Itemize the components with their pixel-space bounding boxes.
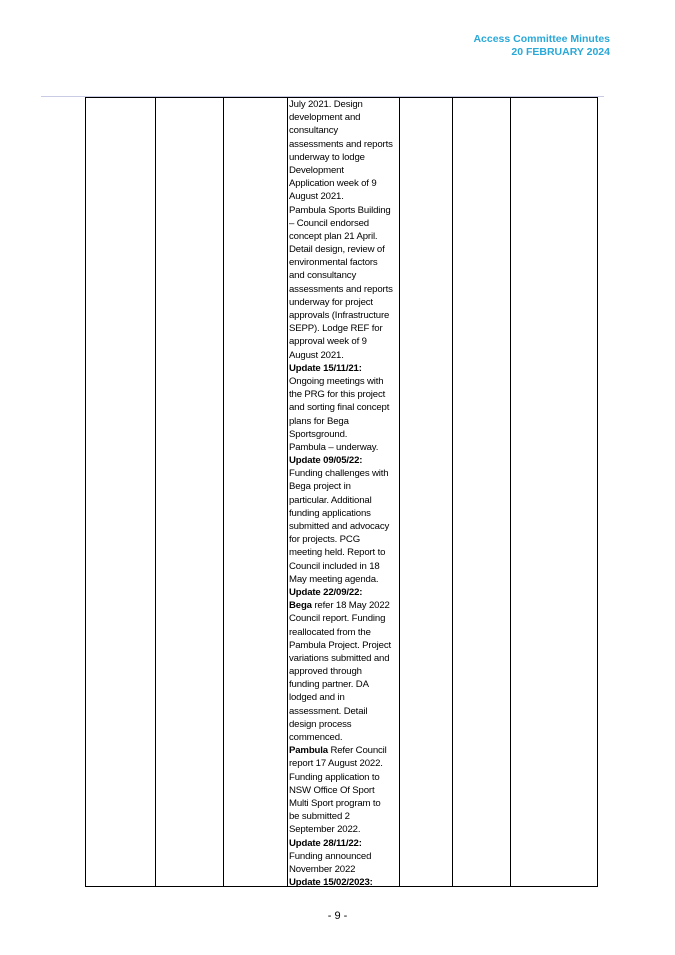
cell-text-line: be submitted 2	[289, 811, 350, 823]
cell-text-line: funding applications	[289, 507, 371, 519]
cell-text-line: Development	[289, 164, 344, 176]
cell-text-line: Funding announced	[289, 850, 372, 862]
cell-text-line: Application week of 9	[289, 178, 377, 190]
cell-text-line: approved through	[289, 666, 362, 678]
cell-text-line: NSW Office Of Sport	[289, 784, 375, 796]
cell-text-line: and consultancy	[289, 270, 357, 282]
cell-text-line: Update 22/09/22:	[289, 586, 363, 598]
cell-text-line: underway for project	[289, 296, 373, 308]
cell-text-line: report 17 August 2022.	[289, 758, 383, 770]
cell-text-line: concept plan 21 April.	[289, 230, 378, 242]
cell-text-line: plans for Bega	[289, 415, 349, 427]
cell-text-line: Funding application to	[289, 771, 380, 783]
table-cell-status-update	[289, 98, 400, 889]
table-column-divider	[155, 98, 156, 886]
cell-text-segment: refer 18 May 2022	[311, 600, 390, 612]
cell-text-line: Update 09/05/22:	[289, 455, 363, 467]
cell-text-segment: Pambula	[289, 745, 328, 757]
cell-text-line: Update 28/11/22:	[289, 837, 362, 849]
cell-text-line: – Council endorsed	[289, 217, 369, 229]
cell-text-line: Pambula Sports Building	[289, 204, 391, 216]
cell-text-line: assessments and reports	[289, 138, 393, 150]
cell-text-line	[289, 599, 400, 612]
cell-text-line: May meeting agenda.	[289, 573, 379, 585]
cell-text-line: design process	[289, 718, 352, 730]
document-header	[473, 33, 610, 59]
cell-text-line: Bega project in	[289, 481, 351, 493]
cell-text-line: variations submitted and	[289, 652, 390, 664]
cell-text-line: August 2021.	[289, 349, 344, 361]
cell-text-line: meeting held. Report to	[289, 547, 386, 559]
cell-text-line: Sportsground.	[289, 428, 348, 440]
cell-text-line: SEPP). Lodge REF for	[289, 323, 383, 335]
cell-text-line: Ongoing meetings with	[289, 375, 384, 387]
cell-text-line: August 2021.	[289, 191, 344, 203]
table-column-divider	[452, 98, 453, 886]
cell-text-segment: Bega	[289, 600, 312, 612]
cell-text-line: Detail design, review of	[289, 244, 385, 256]
cell-text-line: and sorting final concept	[289, 402, 390, 414]
cell-text-line: reallocated from the	[289, 626, 371, 638]
cell-text-line: Funding challenges with	[289, 468, 389, 480]
page-number: - 9 -	[327, 910, 348, 922]
cell-text-line: November 2022	[289, 863, 356, 875]
cell-text-line: for projects. PCG	[289, 534, 361, 546]
cell-text-line: Multi Sport program to	[289, 797, 381, 809]
cell-text-line: September 2022.	[289, 824, 361, 836]
cell-text-line: July 2021. Design	[289, 99, 363, 110]
cell-text-line: the PRG for this project	[289, 389, 386, 401]
cell-text-line: Update 15/02/2023:	[289, 877, 373, 889]
cell-text-line: environmental factors	[289, 257, 378, 269]
cell-text-line: Council report. Funding	[289, 613, 386, 625]
cell-text-line: Pambula Project. Project	[289, 639, 391, 651]
cell-text-segment: Refer Council	[327, 745, 387, 757]
cell-text-line: assessments and reports	[289, 283, 393, 295]
cell-text-line: development and	[289, 112, 361, 124]
cell-text-line: particular. Additional	[289, 494, 372, 506]
header-date: 20 FEBRUARY 2024	[511, 46, 610, 58]
table-column-divider	[510, 98, 511, 886]
cell-text-line: commenced.	[289, 732, 343, 743]
cell-text-line: submitted and advocacy	[289, 521, 390, 532]
cell-text-line: approvals (Infrastructure	[289, 310, 390, 321]
cell-text-line: approval week of 9	[289, 336, 367, 348]
cell-text-line: lodged and in	[289, 692, 345, 704]
cell-text-line: Council included in 18	[289, 560, 380, 572]
table-column-divider	[287, 98, 288, 886]
header-title: Access Committee Minutes	[473, 33, 610, 45]
cell-text-line	[289, 744, 400, 757]
cell-text-line: Update 15/11/21:	[289, 362, 362, 374]
table-column-divider	[223, 98, 224, 886]
cell-text-line: consultancy	[289, 125, 339, 137]
cell-text-line: Pambula – underway.	[289, 441, 379, 453]
cell-text-line: assessment. Detail	[289, 705, 368, 717]
cell-text-line: funding partner. DA	[289, 679, 369, 691]
cell-text-line: underway to lodge	[289, 151, 365, 163]
